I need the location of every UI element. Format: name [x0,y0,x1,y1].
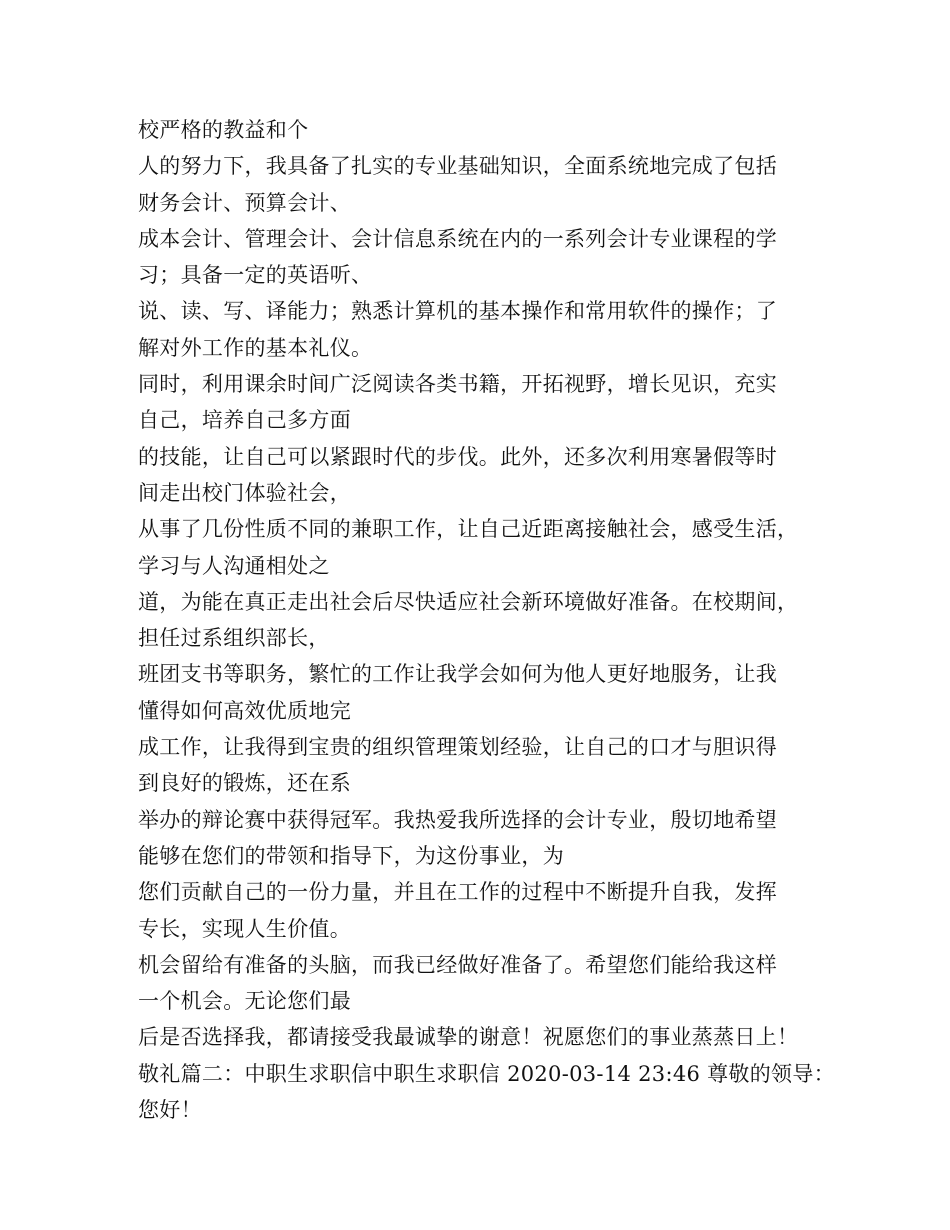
text-line: 学习与人沟通相处之 [138,553,330,578]
text-line: 班团支书等职务，繁忙的工作让我学会如何为他人更好地服务，让我 [138,662,777,687]
text-line: 您好！ [138,1098,202,1123]
text-line: 能够在您们的带领和指导下，为这份事业，为 [138,843,564,868]
text-line: 间走出校门体验社会， [138,480,351,505]
text-line: 成工作，让我得到宝贵的组织管理策划经验，让自己的口才与胆识得 [138,735,777,760]
text-line: 从事了几份性质不同的兼职工作，让自己近距离接触社会，感受生活， [138,517,799,542]
text-line: 敬礼篇二：中职生求职信中职生求职信 2020-03-14 23:46 尊敬的领导： [138,1061,835,1086]
text-line: 一个机会。无论您们最 [138,989,351,1014]
text-line: 道，为能在真正走出社会后尽快适应社会新环境做好准备。在校期间， [138,589,799,614]
text-line: 解对外工作的基本礼仪。 [138,335,373,360]
text-line: 的技能，让自己可以紧跟时代的步伐。此外，还多次利用寒暑假等时 [138,444,777,469]
text-line: 机会留给有准备的头脑，而我已经做好准备了。希望您们能给我这样 [138,952,777,977]
text-line: 说、读、写、译能力；熟悉计算机的基本操作和常用软件的操作；了 [138,299,777,324]
text-line: 财务会计、预算会计、 [138,190,351,215]
text-line: 校严格的教益和个 [138,118,309,142]
text-line: 自己，培养自己多方面 [138,408,351,433]
text-line: 到良好的锻炼，还在系 [138,771,351,796]
text-line: 后是否选择我，都请接受我最诚挚的谢意！祝愿您们的事业蒸蒸日上！ [138,1025,799,1050]
text-line: 同时，利用课余时间广泛阅读各类书籍，开拓视野，增长见识，充实 [138,372,777,397]
document-body [138,112,838,1128]
text-line: 人的努力下，我具备了扎实的专业基础知识，全面系统地完成了包括 [138,154,777,179]
text-line: 举办的辩论赛中获得冠军。我热爱我所选择的会计专业，殷切地希望 [138,807,777,832]
text-line: 成本会计、管理会计、会计信息系统在内的一系列会计专业课程的学 [138,226,777,251]
text-line: 习；具备一定的英语听、 [138,263,373,288]
text-line: 担任过系组织部长， [138,626,330,651]
text-line: 您们贡献自己的一份力量，并且在工作的过程中不断提升自我，发挥 [138,880,777,905]
text-line: 懂得如何高效优质地完 [138,698,351,723]
text-line: 专长，实现人生价值。 [138,916,351,941]
